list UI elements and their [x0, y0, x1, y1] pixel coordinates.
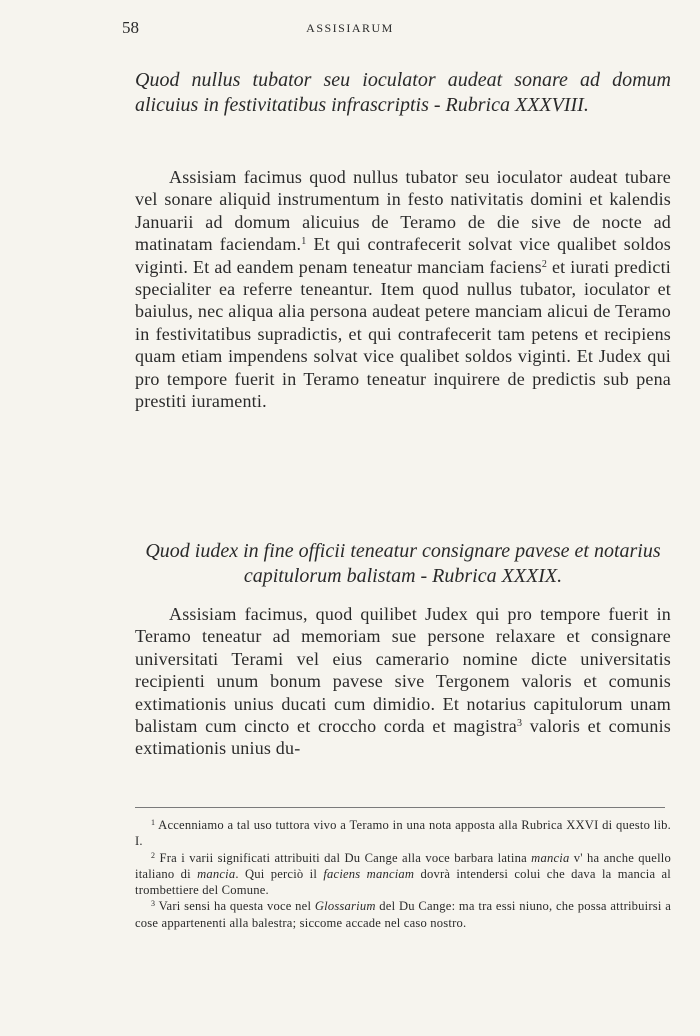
paragraph-text: valoris et comunis extimationis unius du- [135, 716, 671, 759]
footnote-italic-term: Glossarium [314, 899, 376, 914]
rubric-38-paragraph [135, 166, 671, 412]
footnote-italic-term: mancia [531, 850, 570, 865]
footnote-1 [135, 817, 671, 850]
running-title: ASSISIARUM [306, 21, 394, 35]
rubric-39-paragraph [135, 603, 671, 760]
paragraph-text: Assisiam facimus quod nullus tubator seu ioculator audeat tubare vel sonare aliquid instrumentum in festo nativitatis domini et kalendis Januarii ad domum alicuius de Teramo de die sive de nocte ad matinatam faciendam. [135, 167, 671, 255]
footnote-ref: 1 [301, 236, 307, 248]
footnote-italic-term: faciens manciam [323, 866, 415, 881]
paragraph-text: Assisiam facimus, quod quilibet Judex qui pro tempore fuerit in Teramo teneatur ad memoriam sue persone relaxare et consignare universitati Terami vel eius camerario nomine dicte universitatis recipienti unum bonum pavese sive Tergonem valoris et comunis extimationis unius ducati cum dimidio. Et notarius capitulorum unam balistam cum cincto et croccho corda et magistra [135, 604, 671, 737]
footnote-text: v' ha anche quello italiano di [135, 850, 671, 881]
footnote-3 [135, 898, 671, 931]
footnote-marker: 3 [151, 899, 156, 909]
footnote-ref: 3 [516, 718, 523, 730]
rubric-39-heading: Quod iudex in fine officii teneatur consignare pavese et notarius capitulorum balistam - Rubrica XXXIX. [145, 540, 661, 587]
footnote-text: Accenniamo a tal uso tuttora vivo a Teramo in una nota apposta alla Rubrica XXVI di questo lib. I. [135, 818, 671, 849]
footnote-marker: 1 [151, 818, 156, 827]
footnote-text: dovrà intendersi colui che dava la mancia al trombettiere del Comune. [135, 866, 672, 898]
footnote-text: Fra i varii significati attribuiti dal Du Cange alla voce barbara latina [159, 850, 532, 865]
footnote-text: del Du Cange: ma tra essi niuno, che possa attribuirsi a cose appartenenti alla balestra; siccome accade nel caso nostro. [135, 899, 672, 930]
paragraph-text: et iurati predicti specialiter ea referre teneantur. Item quod nullus tubator, ioculator et baiulus, nec aliqua alia persona audeat petere manciam alicui de Teramo in festivitatibus supradictis, et qui contrafecerit tam petens et recipiens quam etiam impendens solvat vice qualibet soldos viginti. Et Judex qui pro tempore fuerit in Teramo teneatur inquirere de predictis sub pena prestiti iuramenti. [135, 256, 671, 412]
footnote-text: Vari sensi ha questa voce nel [158, 899, 315, 914]
footnotes [135, 817, 671, 931]
footnote-ref: 2 [541, 258, 548, 270]
footnote-italic-term: mancia [197, 866, 236, 881]
footnote-text: . Qui perciò il [235, 866, 324, 881]
footnote-divider [135, 807, 665, 808]
footnote-2 [135, 850, 671, 899]
running-head [0, 18, 700, 38]
page-number: 58 [122, 18, 139, 37]
rubric-38-heading: Quod nullus tubator seu ioculator audeat sonare ad domum alicuius in festivitatibus infrascriptis - Rubrica XXXVIII. [135, 69, 671, 116]
footnote-marker: 2 [151, 850, 156, 860]
paragraph-text: Et qui contrafecerit solvat vice qualibet soldos viginti. Et ad eandem penam teneatur manciam faciens [135, 234, 671, 277]
